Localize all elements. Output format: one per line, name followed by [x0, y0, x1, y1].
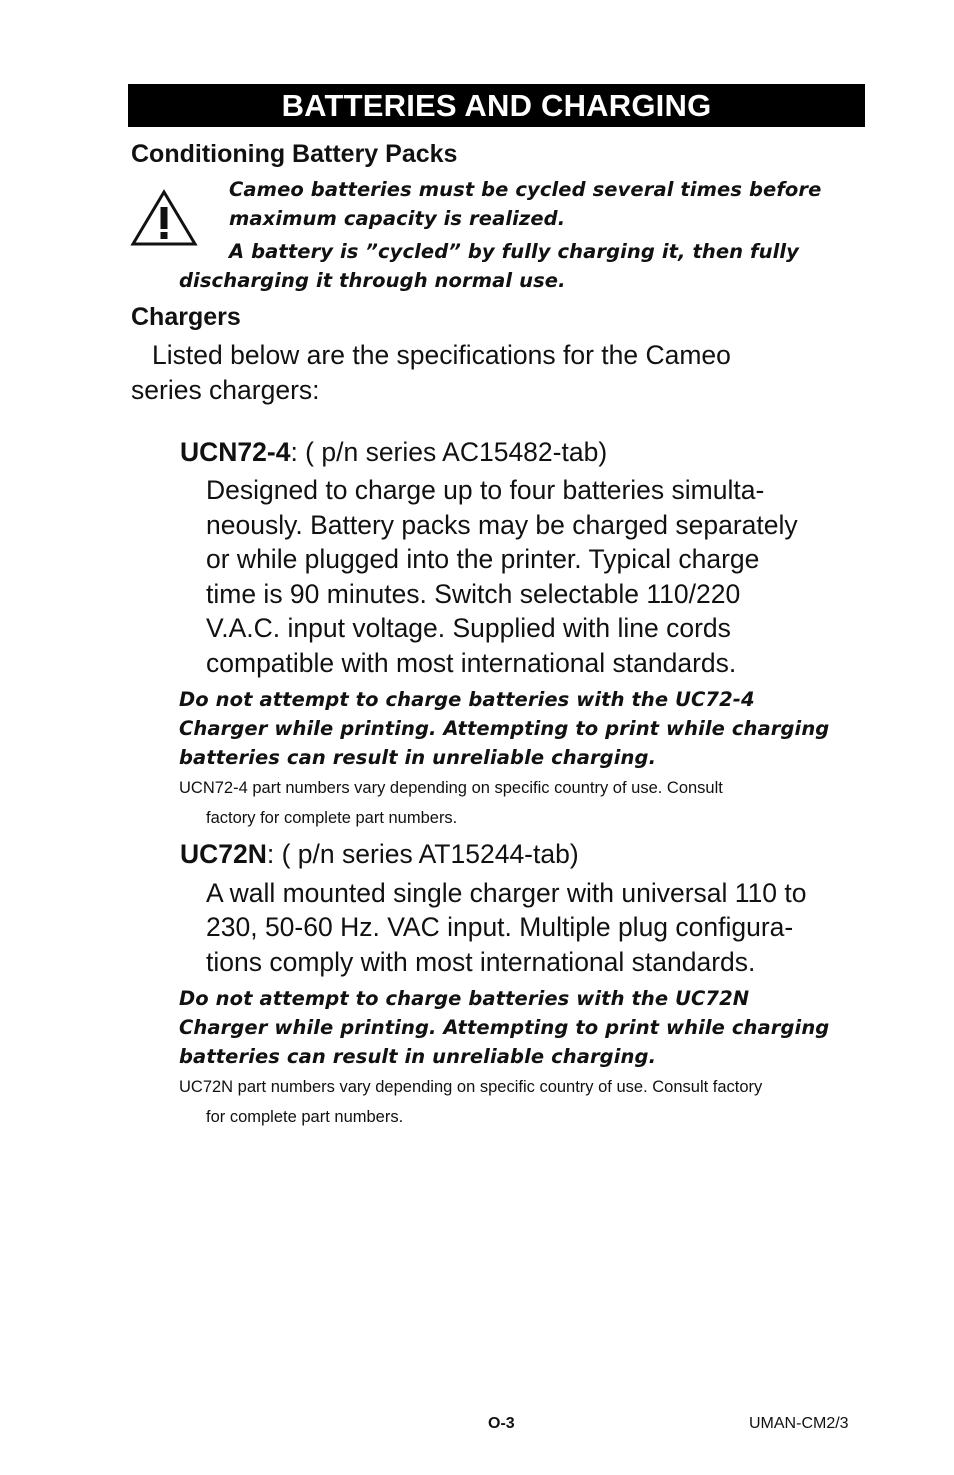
- ucn72-4-desc-line: compatible with most international standards.: [206, 648, 737, 678]
- ucn72-4-desc-line: neously. Battery packs may be charged separately: [206, 510, 798, 540]
- conditioning-warning-line-2: maximum capacity is realized.: [229, 207, 566, 230]
- uc72n-model: UC72N: [180, 839, 267, 869]
- conditioning-warning-line-3: A battery is ”cycled” by fully charging it, then fully: [229, 240, 799, 263]
- ucn72-4-desc-line: Designed to charge up to four batteries simulta-: [206, 475, 765, 505]
- page-number: O-3: [488, 1415, 515, 1432]
- uc72n-warning-line: batteries can result in unreliable charging.: [179, 1045, 657, 1068]
- ucn72-4-desc-line: or while plugged into the printer. Typical charge: [206, 544, 760, 574]
- chargers-heading: Chargers: [131, 303, 241, 331]
- uc72n-note-line-2: for complete part numbers.: [206, 1108, 404, 1126]
- chargers-intro-line-2: series chargers:: [131, 375, 320, 405]
- ucn72-4-warning-line: Do not attempt to charge batteries with the UC72-4: [179, 688, 755, 711]
- conditioning-warning-line-4: discharging it through normal use.: [179, 269, 566, 292]
- uc72n-warning-line: Charger while printing. Attempting to print while charging: [179, 1016, 830, 1039]
- uc72n-title: [180, 837, 579, 872]
- warning-icon: [128, 186, 200, 250]
- ucn72-4-desc-line: time is 90 minutes. Switch selectable 110/220: [206, 579, 741, 609]
- section-title-banner: BATTERIES AND CHARGING: [128, 84, 865, 127]
- ucn72-4-note-line-2: factory for complete part numbers.: [206, 809, 458, 827]
- ucn72-4-note-line-1: UCN72-4 part numbers vary depending on specific country of use. Consult: [179, 779, 723, 797]
- uc72n-note-line-1: UC72N part numbers vary depending on specific country of use. Consult factory: [179, 1078, 763, 1096]
- ucn72-4-title: [180, 435, 607, 470]
- ucn72-4-part-number: : ( p/n series AC15482-tab): [290, 437, 608, 467]
- ucn72-4-model: UCN72-4: [180, 437, 291, 467]
- document-id: UMAN-CM2/3: [749, 1415, 849, 1432]
- conditioning-warning-line-1: Cameo batteries must be cycled several times before: [229, 178, 822, 201]
- uc72n-part-number: : ( p/n series AT15244-tab): [266, 839, 579, 869]
- ucn72-4-desc-line: V.A.C. input voltage. Supplied with line cords: [206, 613, 731, 643]
- uc72n-desc-line: tions comply with most international standards.: [206, 947, 756, 977]
- chargers-intro-line-1: Listed below are the specifications for the Cameo: [152, 340, 731, 370]
- conditioning-heading: Conditioning Battery Packs: [131, 140, 458, 168]
- uc72n-desc-line: 230, 50-60 Hz. VAC input. Multiple plug configura-: [206, 912, 794, 942]
- ucn72-4-warning-line: batteries can result in unreliable charging.: [179, 746, 657, 769]
- ucn72-4-warning-line: Charger while printing. Attempting to print while charging: [179, 717, 830, 740]
- uc72n-desc-line: A wall mounted single charger with universal 110 to: [206, 878, 807, 908]
- uc72n-warning-line: Do not attempt to charge batteries with the UC72N: [179, 987, 750, 1010]
